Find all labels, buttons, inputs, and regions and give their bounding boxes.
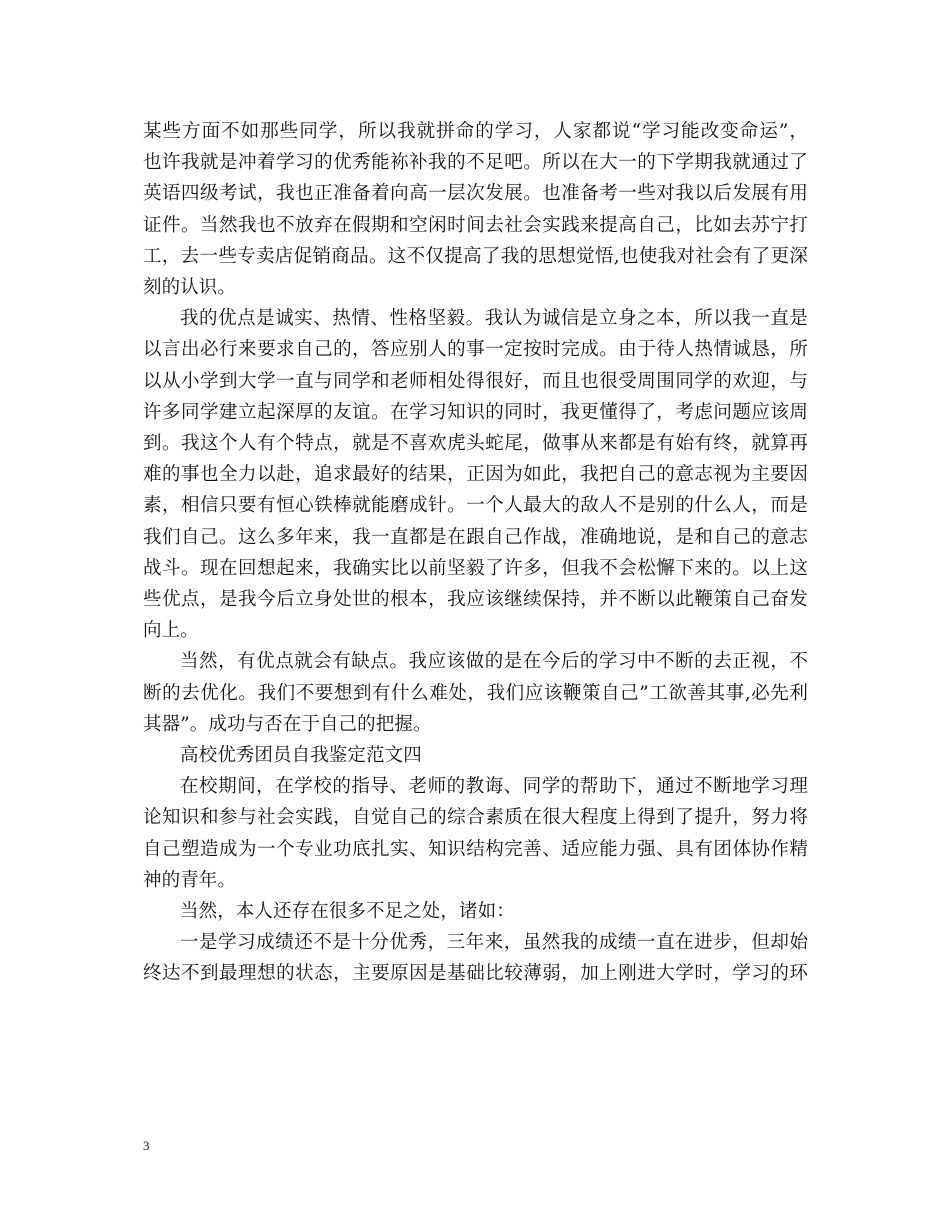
text-line: 许多同学建立起深厚的友谊。在学习知识的同时，我更懂得了，考虑问题应该周 — [143, 401, 808, 423]
text-line: 证件。当然我也不放弃在假期和空闲时间去社会实践来提高自己，比如去苏宁打 — [143, 214, 808, 236]
text-line: 也许我就是冲着学习的优秀能袮补我的不足吧。所以在大一的下学期我就通过了 — [143, 152, 808, 174]
text-line: 英语四级考试，我也正准备着向高一层次发展。也准备考一些对我以后发展有用 — [143, 183, 808, 205]
paragraph — [143, 927, 808, 989]
text-line: 高校优秀团员自我鉴定范文四 — [180, 745, 422, 767]
paragraph — [143, 896, 808, 927]
text-line: 到。我这个人有个特点，就是不喜欢虎头蛇尾，做事从来都是有始有终，就算再 — [143, 433, 808, 455]
paragraph — [143, 116, 808, 303]
text-line: 当然，有优点就会有缺点。我应该做的是在今后的学习中不断的去正视，不 — [180, 651, 808, 673]
text-line: 以言出必行来要求自己的，答应别人的事一定按时完成。由于待人热情诚恳，所 — [143, 339, 808, 361]
text-line: 一是学习成绩还不是十分优秀，三年来，虽然我的成绩一直在进步，但却始 — [180, 932, 808, 954]
text-line: 神的青年。 — [143, 869, 237, 891]
text-line: 断的去优化。我们不要想到有什么难处，我们应该鞭策自己”工欲善其事,必先利 — [143, 682, 808, 704]
text-line: 难的事也全力以赴，追求最好的结果，正因为如此，我把自己的意志视为主要因 — [143, 464, 808, 486]
text-line: 其器”。成功与否在于自己的把握。 — [143, 713, 432, 735]
text-line: 论知识和参与社会实践，自觉自己的综合素质在很大程度上得到了提升，努力将 — [143, 807, 808, 829]
text-line: 某些方面不如那些同学，所以我就拼命的学习，人家都说“学习能改变命运”， — [143, 121, 808, 142]
text-line: 我的优点是诚实、热情、性格坚毅。我认为诚信是立身之本，所以我一直是 — [180, 308, 808, 330]
text-line: 自己塑造成为一个专业功底扎实、知识结构完善、适应能力强、具有团体协作精 — [143, 838, 808, 860]
text-line: 当然，本人还存在很多不足之处，诸如： — [180, 901, 515, 923]
text-line: 终达不到最理想的状态，主要原因是基础比较薄弱，加上刚进大学时，学习的环 — [143, 963, 808, 985]
paragraph — [143, 771, 808, 896]
text-line: 些优点，是我今后立身处世的根本，我应该继续保持，并不断以此鞭策自己奋发 — [143, 589, 808, 611]
document-body — [143, 116, 808, 990]
text-line: 素，相信只要有恒心铁棒就能磨成针。一个人最大的敌人不是别的什么人，而是 — [143, 495, 808, 517]
text-line: 以从小学到大学一直与同学和老师相处得很好，而且也很受周围同学的欢迎，与 — [143, 370, 808, 392]
text-line: 向上。 — [143, 620, 199, 642]
paragraph — [143, 740, 808, 771]
paragraph — [143, 646, 808, 740]
text-line: 战斗。现在回想起来，我确实比以前坚毅了许多，但我不会松懈下来的。以上这 — [143, 557, 808, 579]
text-line: 我们自己。这么多年来，我一直都是在跟自己作战，准确地说，是和自己的意志 — [143, 526, 808, 548]
paragraph — [143, 303, 808, 646]
text-line: 工，去一些专卖店促销商品。这不仅提高了我的思想觉悟,也使我对社会有了更深 — [143, 245, 808, 267]
page-number: 3 — [143, 1138, 150, 1153]
text-line: 在校期间，在学校的指导、老师的教诲、同学的帮助下，通过不断地学习理 — [180, 776, 808, 798]
text-line: 刻的认识。 — [143, 277, 237, 299]
